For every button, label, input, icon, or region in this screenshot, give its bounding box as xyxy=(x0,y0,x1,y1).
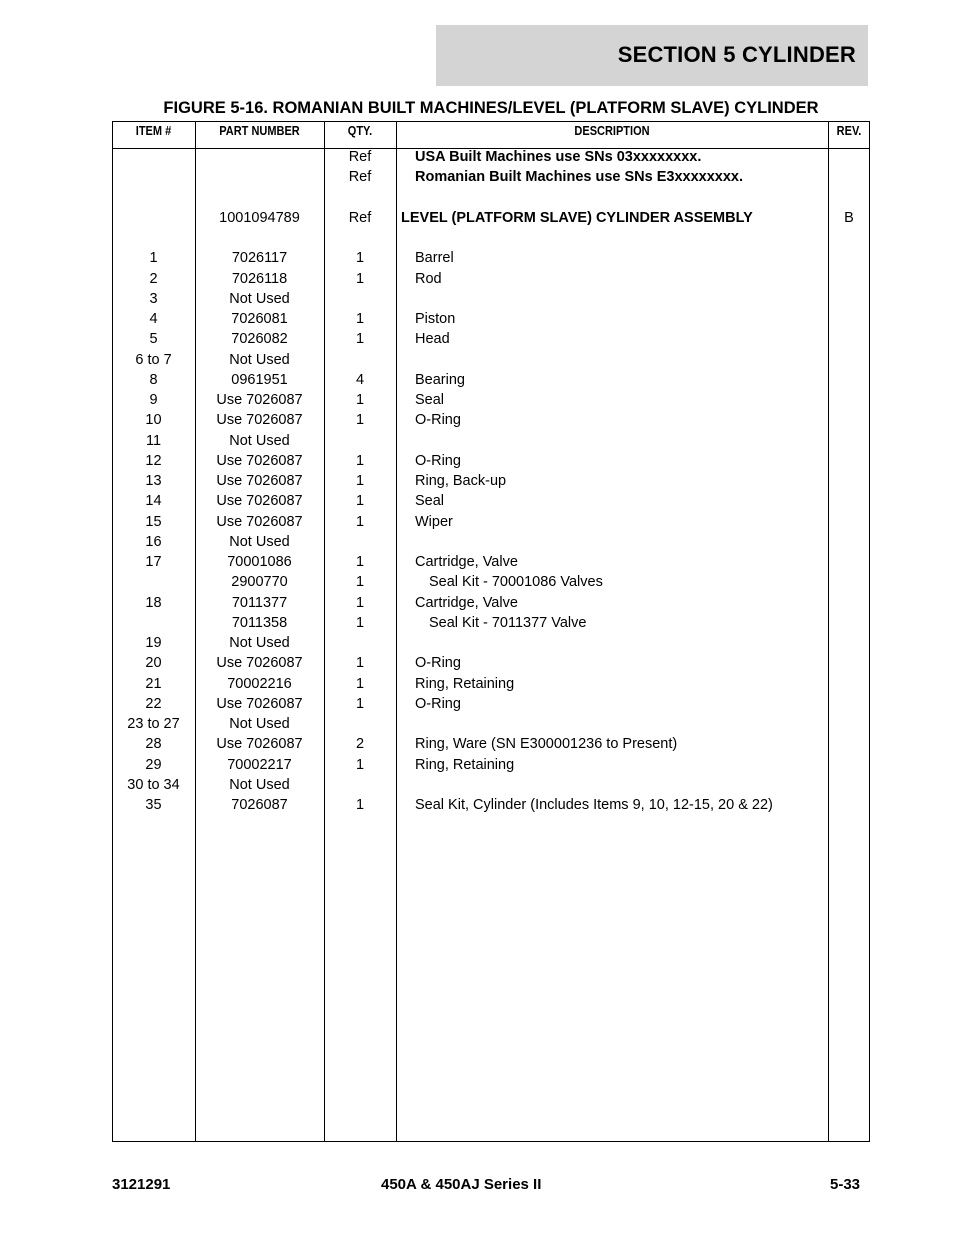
table-row xyxy=(112,410,870,430)
part-number-cell: Use 7026087 xyxy=(216,392,303,408)
figure-title: FIGURE 5-16. ROMANIAN BUILT MACHINES/LEVEL (PLATFORM SLAVE) CYLINDER xyxy=(163,99,819,117)
part-number-cell: 7026081 xyxy=(231,311,288,327)
item-number-cell: 3 xyxy=(149,290,158,307)
part-number-cell: Not Used xyxy=(229,533,290,550)
description-cell: Head xyxy=(415,331,450,348)
qty-cell: 1 xyxy=(355,574,365,591)
part-number-cell: 7026117 xyxy=(231,250,288,267)
item-number-cell: 17 xyxy=(145,554,162,570)
item-number-cell: 5 xyxy=(149,331,158,348)
qty-cell: 1 xyxy=(355,614,365,631)
item-number-cell: 12 xyxy=(145,452,162,469)
table-row xyxy=(112,694,870,714)
part-number-cell: Use 7026087 xyxy=(216,452,303,469)
item-number-cell: 23 to 27 xyxy=(127,716,180,732)
part-number-cell: 7011358 xyxy=(231,614,288,631)
item-number-cell: 4 xyxy=(149,311,158,327)
part-number-cell: Not Used xyxy=(229,635,290,651)
item-number-cell: 20 xyxy=(145,655,162,672)
description-cell: Cartridge, Valve xyxy=(415,594,518,611)
qty-cell: 1 xyxy=(355,554,365,570)
part-number-cell: Use 7026087 xyxy=(216,493,303,510)
table-row xyxy=(112,431,870,451)
part-number-cell: Use 7026087 xyxy=(216,736,303,753)
part-number-cell: Use 7026087 xyxy=(216,513,303,530)
qty-cell: 2 xyxy=(355,736,365,753)
table-row xyxy=(112,208,870,228)
qty-cell: 1 xyxy=(355,493,365,510)
table-row xyxy=(112,329,870,349)
qty-cell: Ref xyxy=(348,169,372,186)
table-row xyxy=(112,370,870,390)
qty-cell: Ref xyxy=(348,209,372,226)
part-number-cell: 70001086 xyxy=(227,554,292,570)
table-row xyxy=(112,471,870,491)
description-cell: Ring, Retaining xyxy=(415,675,515,692)
item-number-cell: 19 xyxy=(145,635,162,651)
table-row xyxy=(112,248,870,268)
part-number-cell: Not Used xyxy=(229,290,290,307)
header-part-number: PART NUMBER xyxy=(219,124,300,138)
qty-cell: 1 xyxy=(355,270,365,287)
description-cell: Seal xyxy=(415,493,445,510)
qty-cell: 1 xyxy=(355,473,365,489)
qty-cell: 4 xyxy=(355,371,365,388)
table-row xyxy=(112,795,870,815)
description-cell: LEVEL (PLATFORM SLAVE) CYLINDER ASSEMBLY xyxy=(401,209,753,226)
item-number-cell: 30 to 34 xyxy=(127,776,180,793)
part-number-cell: 0961951 xyxy=(231,371,288,388)
qty-cell: 1 xyxy=(355,675,365,692)
table-row xyxy=(112,593,870,613)
description-cell: Ring, Ware (SN E300001236 to Present) xyxy=(415,736,678,753)
table-row xyxy=(112,775,870,795)
table-row xyxy=(112,309,870,329)
description-cell: USA Built Machines use SNs 03xxxxxxxx. xyxy=(415,149,702,165)
part-number-cell: 70002217 xyxy=(227,756,292,773)
description-cell: O-Ring xyxy=(415,655,461,672)
qty-cell: 1 xyxy=(355,594,365,611)
description-cell: Ring, Retaining xyxy=(415,756,515,773)
item-number-cell: 14 xyxy=(145,493,162,510)
description-cell: Bearing xyxy=(415,371,465,388)
table-row xyxy=(112,269,870,289)
table-row xyxy=(112,512,870,532)
footer-page-number: 5-33 xyxy=(830,1176,861,1193)
section-header xyxy=(436,25,868,86)
description-cell: Seal Kit - 70001086 Valves xyxy=(429,574,603,591)
table-row xyxy=(112,714,870,734)
qty-cell: 1 xyxy=(355,655,365,672)
table-row xyxy=(112,147,870,167)
item-number-cell: 8 xyxy=(149,371,158,388)
item-number-cell: 6 to 7 xyxy=(135,351,172,368)
description-cell: Romanian Built Machines use SNs E3xxxxxxxx. xyxy=(415,169,743,186)
part-number-cell: 7026087 xyxy=(231,797,288,813)
table-row xyxy=(112,674,870,694)
item-number-cell: 10 xyxy=(145,412,162,429)
qty-cell: 1 xyxy=(355,392,365,408)
item-number-cell: 22 xyxy=(145,695,162,712)
item-number-cell: 2 xyxy=(149,270,158,287)
table-row xyxy=(112,289,870,309)
footer-doc-number: 3121291 xyxy=(112,1176,171,1193)
description-cell: Wiper xyxy=(415,513,453,530)
item-number-cell: 9 xyxy=(149,392,158,408)
item-number-cell: 16 xyxy=(145,533,162,550)
table-row xyxy=(112,613,870,633)
description-cell: Piston xyxy=(415,311,456,327)
table-row xyxy=(112,390,870,410)
qty-cell: 1 xyxy=(355,797,365,813)
item-number-cell: 11 xyxy=(145,432,162,449)
part-number-cell: Not Used xyxy=(229,716,290,732)
description-cell: Barrel xyxy=(415,250,454,267)
table-row xyxy=(112,451,870,471)
table-row xyxy=(112,491,870,511)
description-cell: O-Ring xyxy=(415,695,461,712)
part-number-cell: Use 7026087 xyxy=(216,695,303,712)
part-number-cell: Not Used xyxy=(229,432,290,449)
qty-cell: 1 xyxy=(355,756,365,773)
item-number-cell: 15 xyxy=(145,513,162,530)
part-number-cell: Not Used xyxy=(229,351,290,368)
part-number-cell: Not Used xyxy=(229,776,290,793)
part-number-cell: 7026082 xyxy=(231,331,288,348)
description-cell: O-Ring xyxy=(415,412,461,429)
table-row xyxy=(112,167,870,187)
item-number-cell: 18 xyxy=(145,594,162,611)
item-number-cell: 21 xyxy=(145,675,162,692)
qty-cell: Ref xyxy=(348,149,372,165)
qty-cell: 1 xyxy=(355,311,365,327)
part-number-cell: 2900770 xyxy=(231,574,288,591)
part-number-cell: Use 7026087 xyxy=(216,473,303,489)
description-cell: Seal xyxy=(415,392,445,408)
section-title: SECTION 5 CYLINDER xyxy=(617,42,856,67)
table-row xyxy=(112,350,870,370)
table-row xyxy=(112,572,870,592)
description-cell: Seal Kit - 7011377 Valve xyxy=(429,614,587,631)
description-cell: Cartridge, Valve xyxy=(415,554,518,570)
qty-cell: 1 xyxy=(355,412,365,429)
header-qty: QTY. xyxy=(347,124,373,138)
item-number-cell: 28 xyxy=(145,736,162,753)
part-number-cell: Use 7026087 xyxy=(216,655,303,672)
qty-cell: 1 xyxy=(355,513,365,530)
qty-cell: 1 xyxy=(355,331,365,348)
table-row xyxy=(112,734,870,754)
description-cell: Seal Kit, Cylinder (Includes Items 9, 10, 12-15, 20 & 22) xyxy=(415,797,773,813)
table-row xyxy=(112,532,870,552)
header-item: ITEM # xyxy=(135,124,172,138)
item-number-cell: 29 xyxy=(145,756,162,773)
part-number-cell: Use 7026087 xyxy=(216,412,303,429)
description-cell: Rod xyxy=(415,270,442,287)
qty-cell: 1 xyxy=(355,250,365,267)
item-number-cell: 13 xyxy=(145,473,162,489)
header-rev: REV. xyxy=(836,124,862,138)
table-row xyxy=(112,653,870,673)
header-description: DESCRIPTION xyxy=(574,124,650,138)
table-row xyxy=(112,552,870,572)
item-number-cell: 35 xyxy=(145,797,162,813)
description-cell: O-Ring xyxy=(415,452,461,469)
table-row xyxy=(112,228,870,248)
part-number-cell: 1001094789 xyxy=(219,209,300,226)
footer-series: 450A & 450AJ Series II xyxy=(381,1176,542,1193)
description-cell: Ring, Back-up xyxy=(415,473,507,489)
qty-cell: 1 xyxy=(355,452,365,469)
part-number-cell: 70002216 xyxy=(227,675,292,692)
rev-cell: B xyxy=(844,209,854,226)
table-row xyxy=(112,188,870,208)
part-number-cell: 7011377 xyxy=(231,594,288,611)
part-number-cell: 7026118 xyxy=(231,270,288,287)
item-number-cell: 1 xyxy=(149,250,158,267)
table-row xyxy=(112,633,870,653)
qty-cell: 1 xyxy=(355,695,365,712)
table-row xyxy=(112,755,870,775)
